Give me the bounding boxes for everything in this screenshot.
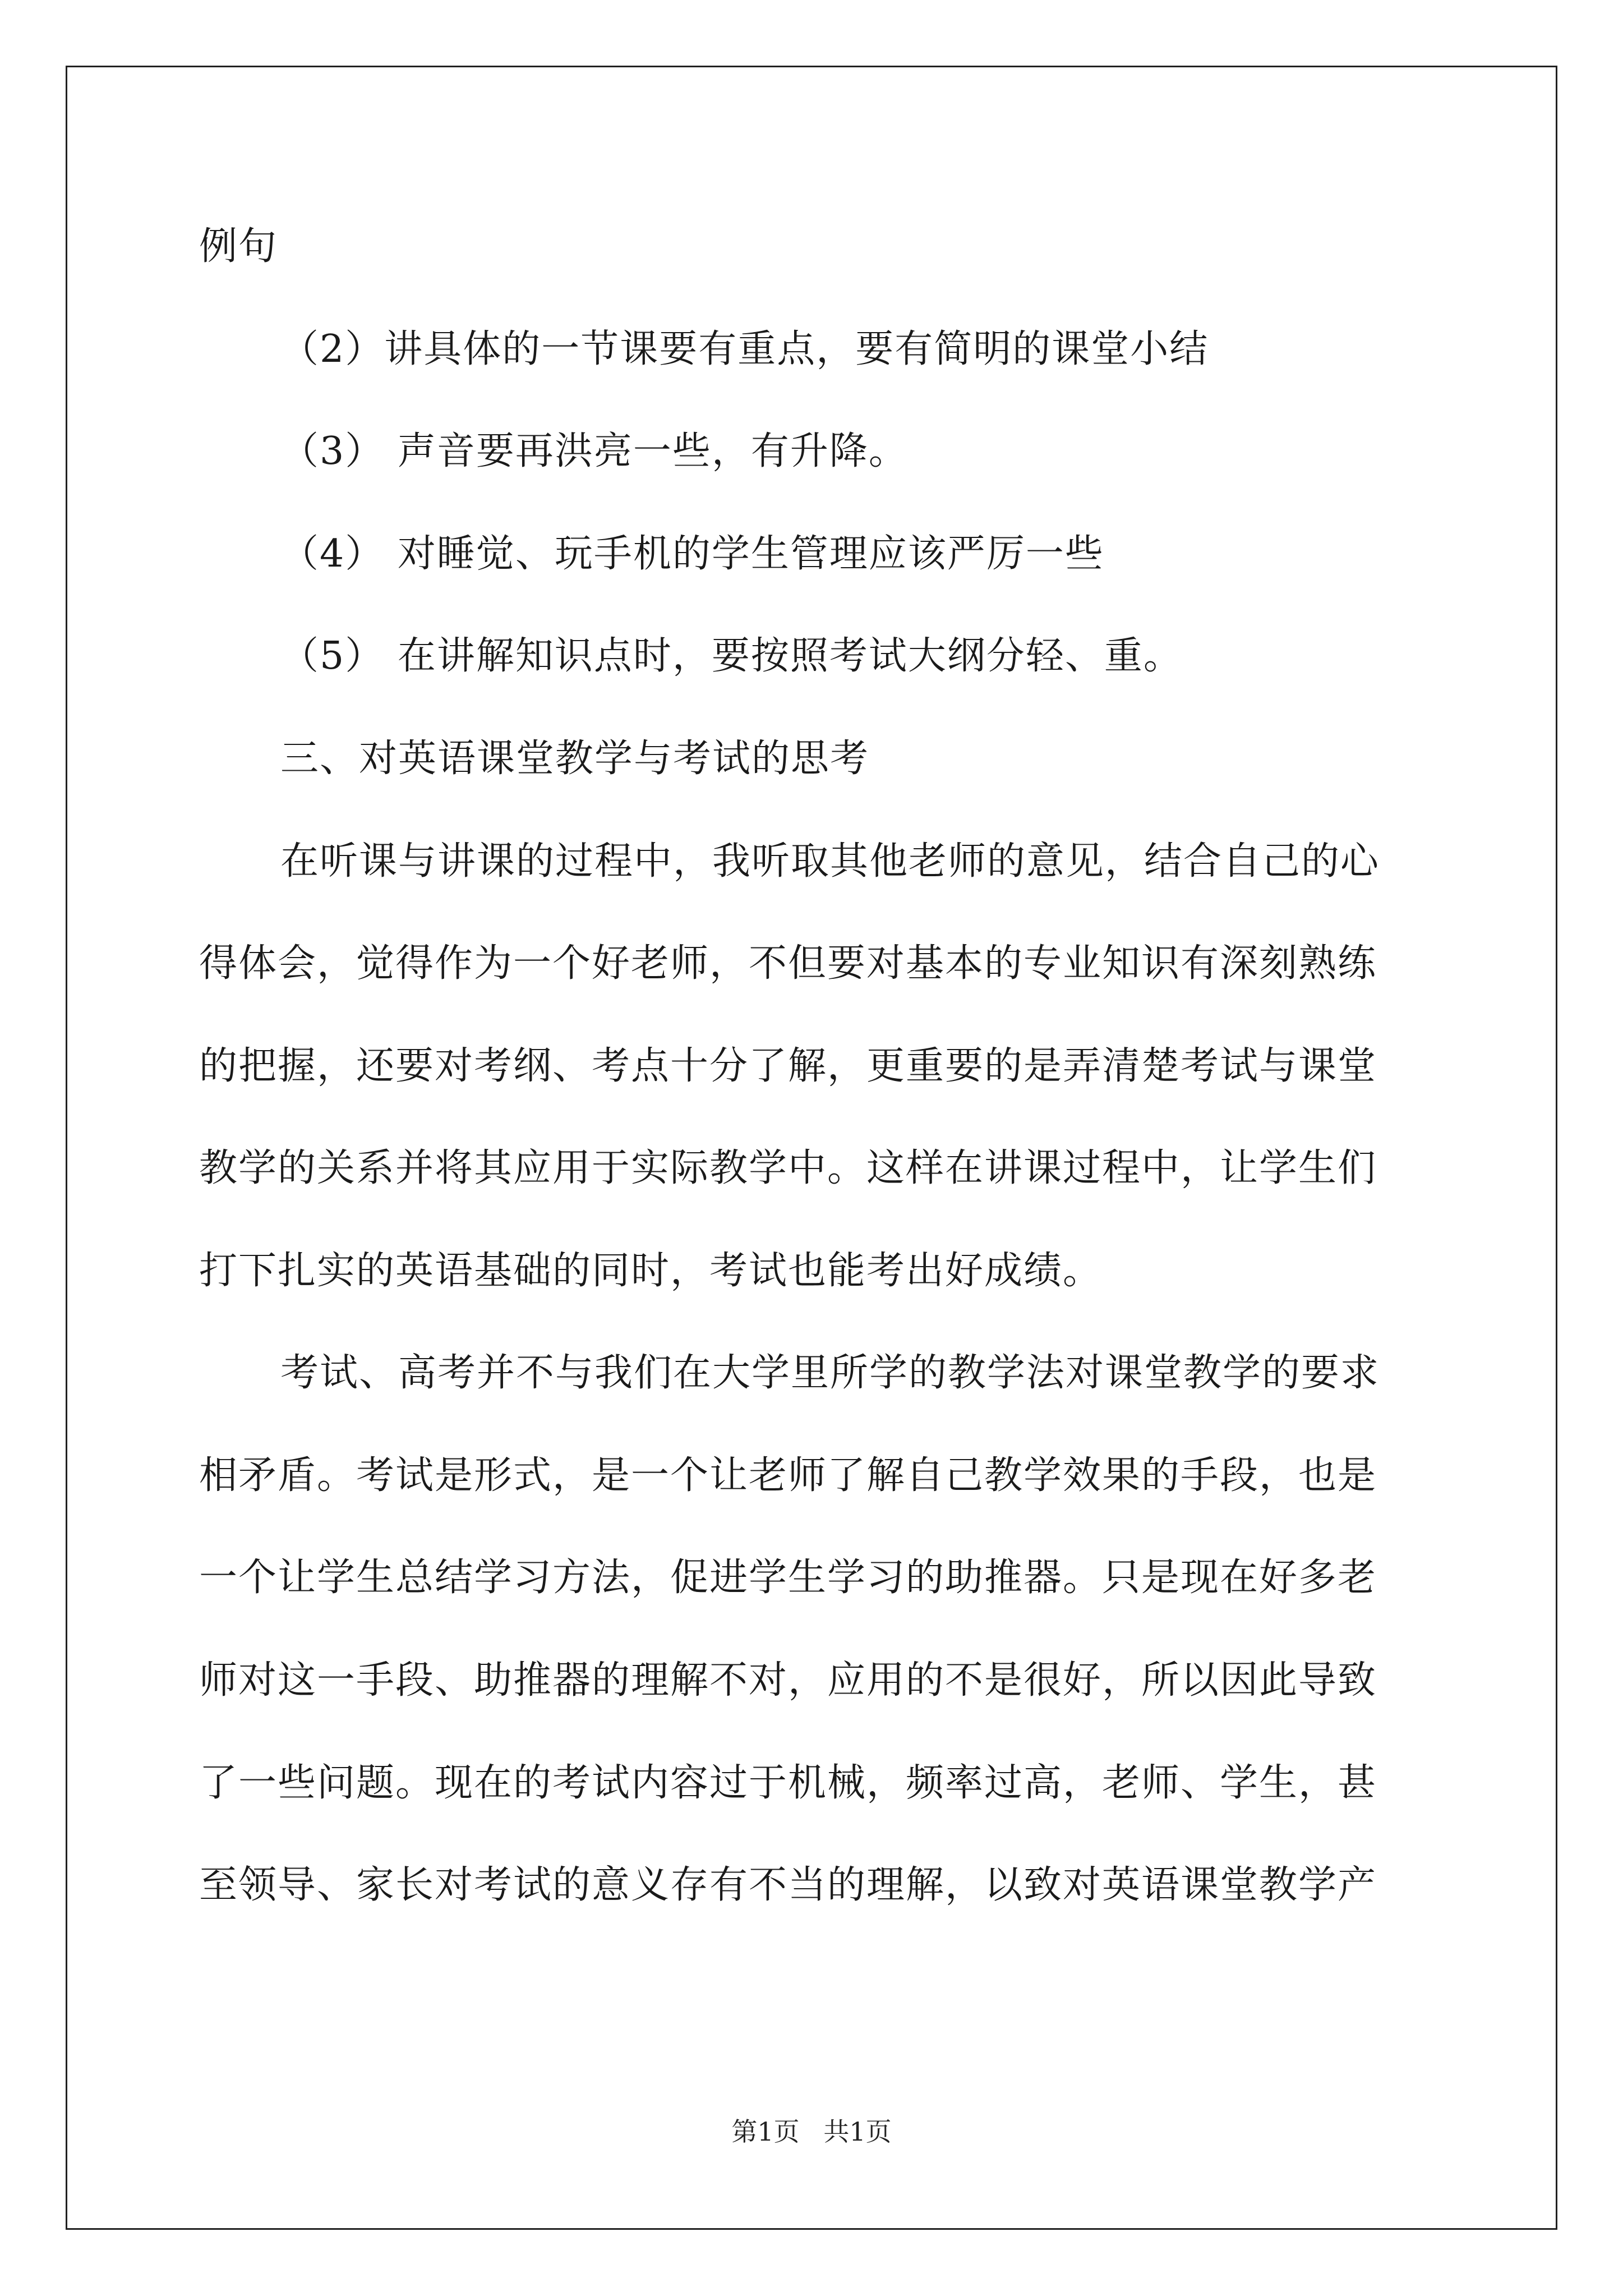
text-line: 了一些问题。现在的考试内容过于机械，频率过高，老师、学生，甚 (199, 1761, 1377, 1805)
text-line: 教学的关系并将其应用于实际教学中。这样在讲课过程中，让学生们 (199, 1146, 1377, 1190)
text-line: 至领导、家长对考试的意义存有不当的理解，以致对英语课堂教学产 (199, 1863, 1377, 1907)
text-line: 相矛盾。考试是形式，是一个让老师了解自己教学效果的手段，也是 (199, 1453, 1377, 1498)
section-heading: 三、对英语课堂教学与考试的思考 (280, 737, 870, 781)
text-line: 考试、高考并不与我们在大学里所学的教学法对课堂教学的要求 (280, 1351, 1380, 1395)
text-line: （4） 对睡觉、玩手机的学生管理应该严厉一些 (280, 532, 1104, 576)
text-line: 例句 (199, 224, 278, 269)
text-line: 一个让学生总结学习方法，促进学生学习的助推器。只是现在好多老 (199, 1556, 1377, 1600)
text-line: （2）讲具体的一节课要有重点，要有简明的课堂小结 (280, 327, 1209, 371)
page-footer (0, 2115, 1623, 2148)
page-count: 共1页 (823, 2116, 892, 2147)
text-line: 打下扎实的英语基础的同时，考试也能考出好成绩。 (199, 1249, 1103, 1293)
text-line: 师对这一手段、助推器的理解不对，应用的不是很好，所以因此导致 (199, 1658, 1377, 1703)
text-line: （3） 声音要再洪亮一些，有升降。 (280, 429, 908, 473)
text-line: 的把握，还要对考纲、考点十分了解，更重要的是弄清楚考试与课堂 (199, 1044, 1377, 1088)
text-line: 在听课与讲课的过程中，我听取其他老师的意见，结合自己的心 (280, 839, 1380, 884)
page-number: 第1页 (731, 2116, 800, 2147)
text-line: 得体会，觉得作为一个好老师，不但要对基本的专业知识有深刻熟练 (199, 941, 1377, 986)
text-line: （5） 在讲解知识点时，要按照考试大纲分轻、重。 (280, 634, 1183, 678)
